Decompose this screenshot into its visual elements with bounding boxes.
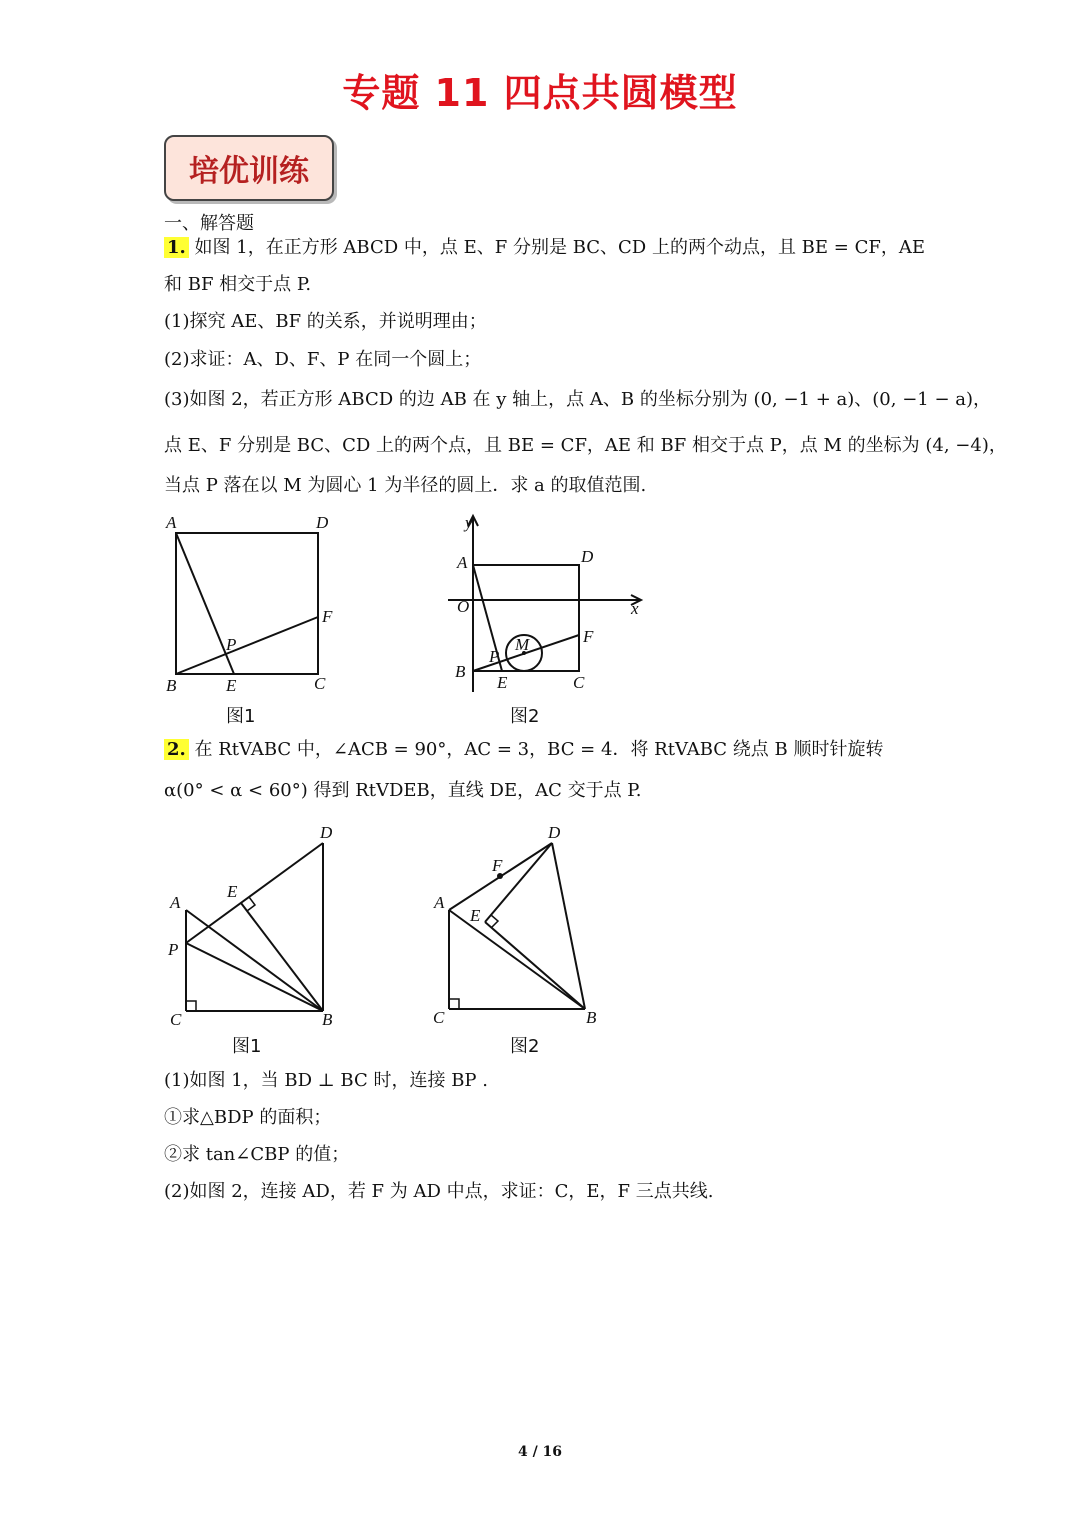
- label-c: C: [314, 674, 326, 693]
- problem2-figure1: [160, 815, 350, 1035]
- problem1-line2: 和 BF 相交于点 P.: [164, 274, 312, 295]
- label-b-4: B: [586, 1008, 597, 1027]
- problem2-q1a: ①求△BDP 的面积；: [164, 1107, 332, 1128]
- problem1-figure1: [150, 505, 350, 700]
- problem2-q1b: ②求 tan∠CBP 的值；: [164, 1144, 350, 1165]
- problem2-q2: (2)如图 2，连接 AD，若 F 为 AD 中点，求证：C，E，F 三点共线.: [164, 1181, 714, 1202]
- problem1-figure2-caption: 图2: [510, 706, 540, 727]
- problem1-q3a: (3)如图 2，若正方形 ABCD 的边 AB 在 y 轴上，点 A、B 的坐标分别为 (0, −1 + a)、(0, −1 − a)，: [164, 389, 992, 410]
- label-d-3: D: [320, 823, 333, 842]
- problem1-text1: 如图 1，在正方形 ABCD 中，点 E、F 分别是 BC、CD 上的两个动点，且 BE = CF，AE: [194, 237, 925, 258]
- label-e-3: E: [227, 882, 238, 901]
- segment-de: [485, 843, 552, 922]
- problem1-q3c: 当点 P 落在以 M 为圆心 1 为半径的圆上．求 a 的取值范围.: [164, 475, 647, 496]
- square-abcd: [176, 533, 318, 674]
- label-f-2: F: [583, 627, 594, 646]
- segment-pb: [186, 943, 323, 1011]
- label-f: F: [322, 607, 333, 626]
- label-a: A: [166, 513, 177, 532]
- label-c-3: C: [170, 1010, 182, 1029]
- label-d-4: D: [548, 823, 561, 842]
- problem1-figure1-caption: 图1: [226, 706, 256, 727]
- problem2-number: 2.: [164, 739, 189, 760]
- segment-pd: [186, 843, 323, 943]
- problem2-line1: [164, 738, 883, 762]
- label-a-4: A: [434, 893, 445, 912]
- label-d: D: [316, 513, 329, 532]
- problem1-line1: [164, 236, 925, 260]
- right-angle-c: [186, 1001, 196, 1011]
- problem2-figure1-caption: 图1: [232, 1036, 262, 1057]
- label-p-3: P: [168, 940, 179, 959]
- section-heading: 一、解答题: [164, 213, 254, 234]
- right-angle-e-2: [491, 915, 498, 928]
- problem2-figure2: [428, 815, 618, 1035]
- label-a-2: A: [457, 553, 468, 572]
- label-y: y: [465, 513, 473, 532]
- right-angle-c-2: [449, 999, 459, 1009]
- page-number: 4 / 16: [517, 1444, 563, 1460]
- label-a-3: A: [170, 893, 181, 912]
- label-m: M: [515, 635, 530, 654]
- label-b-3: B: [322, 1010, 333, 1029]
- label-b: B: [166, 676, 177, 695]
- problem1-q1: (1)探究 AE、BF 的关系，并说明理由；: [164, 311, 487, 332]
- problem1-q2: (2)求证：A、D、F、P 在同一个圆上；: [164, 349, 482, 370]
- label-p-2: P: [489, 647, 500, 666]
- segment-eb: [241, 903, 323, 1011]
- label-o: O: [457, 597, 470, 616]
- problem1-q3b: 点 E、F 分别是 BC、CD 上的两个点，且 BE = CF，AE 和 BF 相交于点 P，点 M 的坐标为 (4, −4)，: [164, 435, 1007, 456]
- problem2-q1: (1)如图 1，当 BD ⊥ BC 时，连接 BP .: [164, 1070, 488, 1091]
- problem1-number: 1.: [164, 237, 189, 258]
- label-x: x: [631, 599, 639, 618]
- problem1-figure2: [445, 510, 655, 700]
- label-p: P: [226, 635, 237, 654]
- label-e: E: [226, 676, 237, 695]
- label-f-3: F: [492, 856, 503, 875]
- label-c-4: C: [433, 1008, 445, 1027]
- badge-label: 培优训练: [189, 154, 309, 189]
- page-title: 专题 11 四点共圆模型: [342, 71, 738, 115]
- segment-ab: [186, 910, 323, 1011]
- label-e-4: E: [470, 906, 481, 925]
- label-d-2: D: [581, 547, 594, 566]
- problem2-text1: 在 RtVABC 中，∠ACB = 90°，AC = 3，BC = 4．将 RtVABC 绕点 B 顺时针旋转: [194, 739, 884, 760]
- segment-bf: [176, 617, 318, 674]
- label-e-2: E: [497, 673, 508, 692]
- label-b-2: B: [455, 662, 466, 681]
- right-angle-e: [247, 897, 255, 911]
- section-badge: [164, 135, 334, 201]
- label-c-2: C: [573, 673, 585, 692]
- problem2-figure2-caption: 图2: [510, 1036, 540, 1057]
- problem2-line2: α(0° < α < 60°) 得到 RtVDEB，直线 DE，AC 交于点 P.: [164, 780, 642, 801]
